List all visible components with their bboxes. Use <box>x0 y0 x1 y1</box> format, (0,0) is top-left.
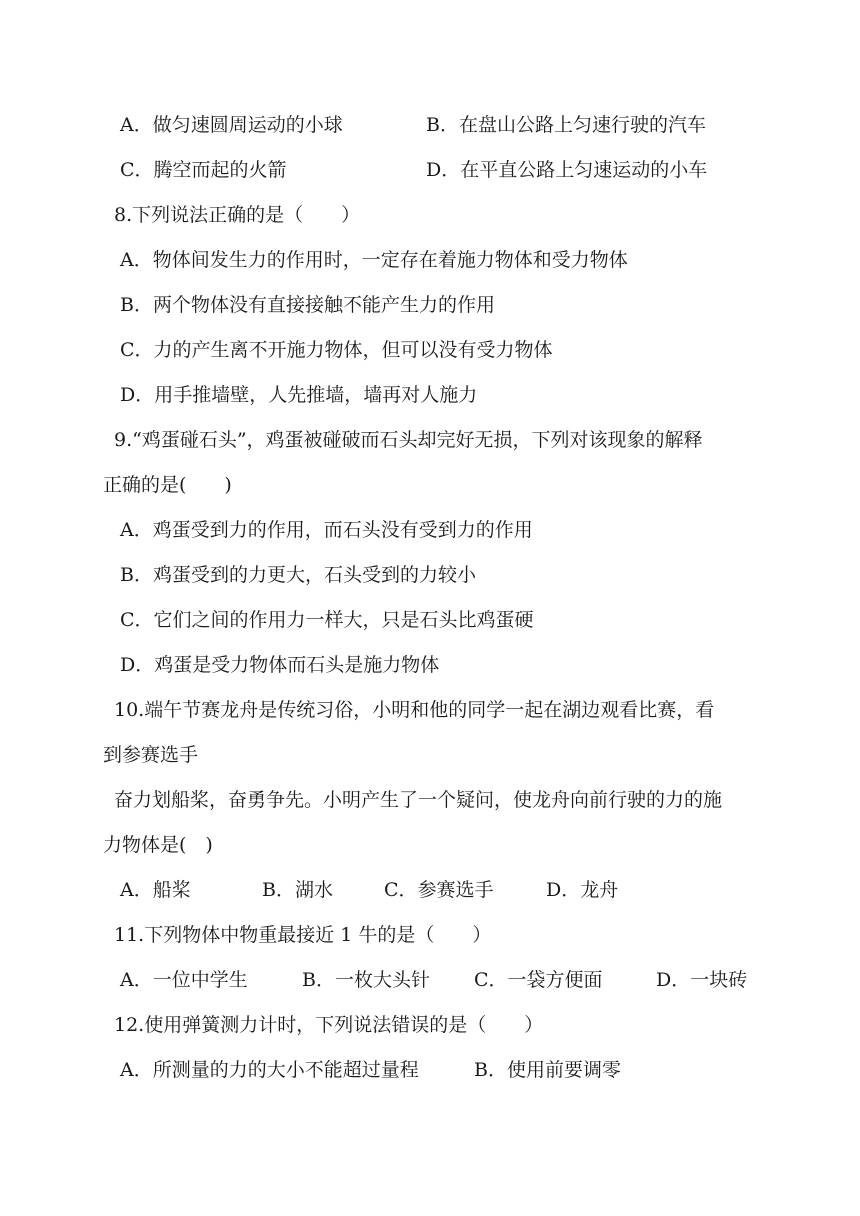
q9-option-a: A．鸡蛋受到力的作用，而石头没有受到力的作用 <box>120 519 533 541</box>
q8-option-c: C．力的产生离不开施力物体，但可以没有受力物体 <box>120 339 553 361</box>
q9-option-b: B．鸡蛋受到的力更大，石头受到的力较小 <box>120 564 476 586</box>
q11-option-d: D．一块砖 <box>656 969 748 991</box>
q10-option-d: D．龙舟 <box>546 879 619 901</box>
q11-option-c: C．一袋方便面 <box>474 969 603 991</box>
q11-option-a: A．一位中学生 <box>120 969 248 991</box>
q8-stem: 8.下列说法正确的是（ ） <box>114 204 361 226</box>
q10-stem-line3: 奋力划船桨，奋勇争先。小明产生了一个疑问，使龙舟向前行驶的力的施 <box>114 789 723 811</box>
q9-stem-line1: 9.“鸡蛋碰石头”，鸡蛋被碰破而石头却完好无损，下列对该现象的解释 <box>114 429 703 451</box>
q7-option-c: C．腾空而起的火箭 <box>120 159 287 181</box>
q10-option-c: C．参赛选手 <box>384 879 494 901</box>
q11-option-b: B．一枚大头针 <box>302 969 430 991</box>
q11-stem: 11.下列物体中物重最接近 1 牛的是（ ） <box>114 924 492 946</box>
q12-option-a: A．所测量的力的大小不能超过量程 <box>120 1059 419 1081</box>
q10-stem-line1: 10.端午节赛龙舟是传统习俗，小明和他的同学一起在湖边观看比赛，看 <box>114 699 715 721</box>
q12-stem: 12.使用弹簧测力计时，下列说法错误的是（ ） <box>114 1014 544 1036</box>
q9-option-c: C．它们之间的作用力一样大，只是石头比鸡蛋硬 <box>120 609 534 631</box>
q7-option-a: A．做匀速圆周运动的小球 <box>120 114 343 136</box>
q7-option-b: B．在盘山公路上匀速行驶的汽车 <box>426 114 706 136</box>
q12-option-b: B．使用前要调零 <box>474 1059 621 1081</box>
q10-stem-line2: 到参赛选手 <box>103 744 199 766</box>
q8-option-a: A．物体间发生力的作用时，一定存在着施力物体和受力物体 <box>120 249 628 271</box>
q10-option-a: A．船桨 <box>120 879 191 901</box>
q10-stem-line4: 力物体是( ) <box>103 834 213 856</box>
q9-stem-line2: 正确的是( ) <box>103 474 232 496</box>
q10-option-b: B．湖水 <box>262 879 333 901</box>
q9-option-d: D．鸡蛋是受力物体而石头是施力物体 <box>120 654 440 676</box>
q8-option-d: D．用手推墙壁，人先推墙，墙再对人施力 <box>120 384 478 406</box>
q8-option-b: B．两个物体没有直接接触不能产生力的作用 <box>120 294 495 316</box>
q7-option-d: D．在平直公路上匀速运动的小车 <box>426 159 708 181</box>
